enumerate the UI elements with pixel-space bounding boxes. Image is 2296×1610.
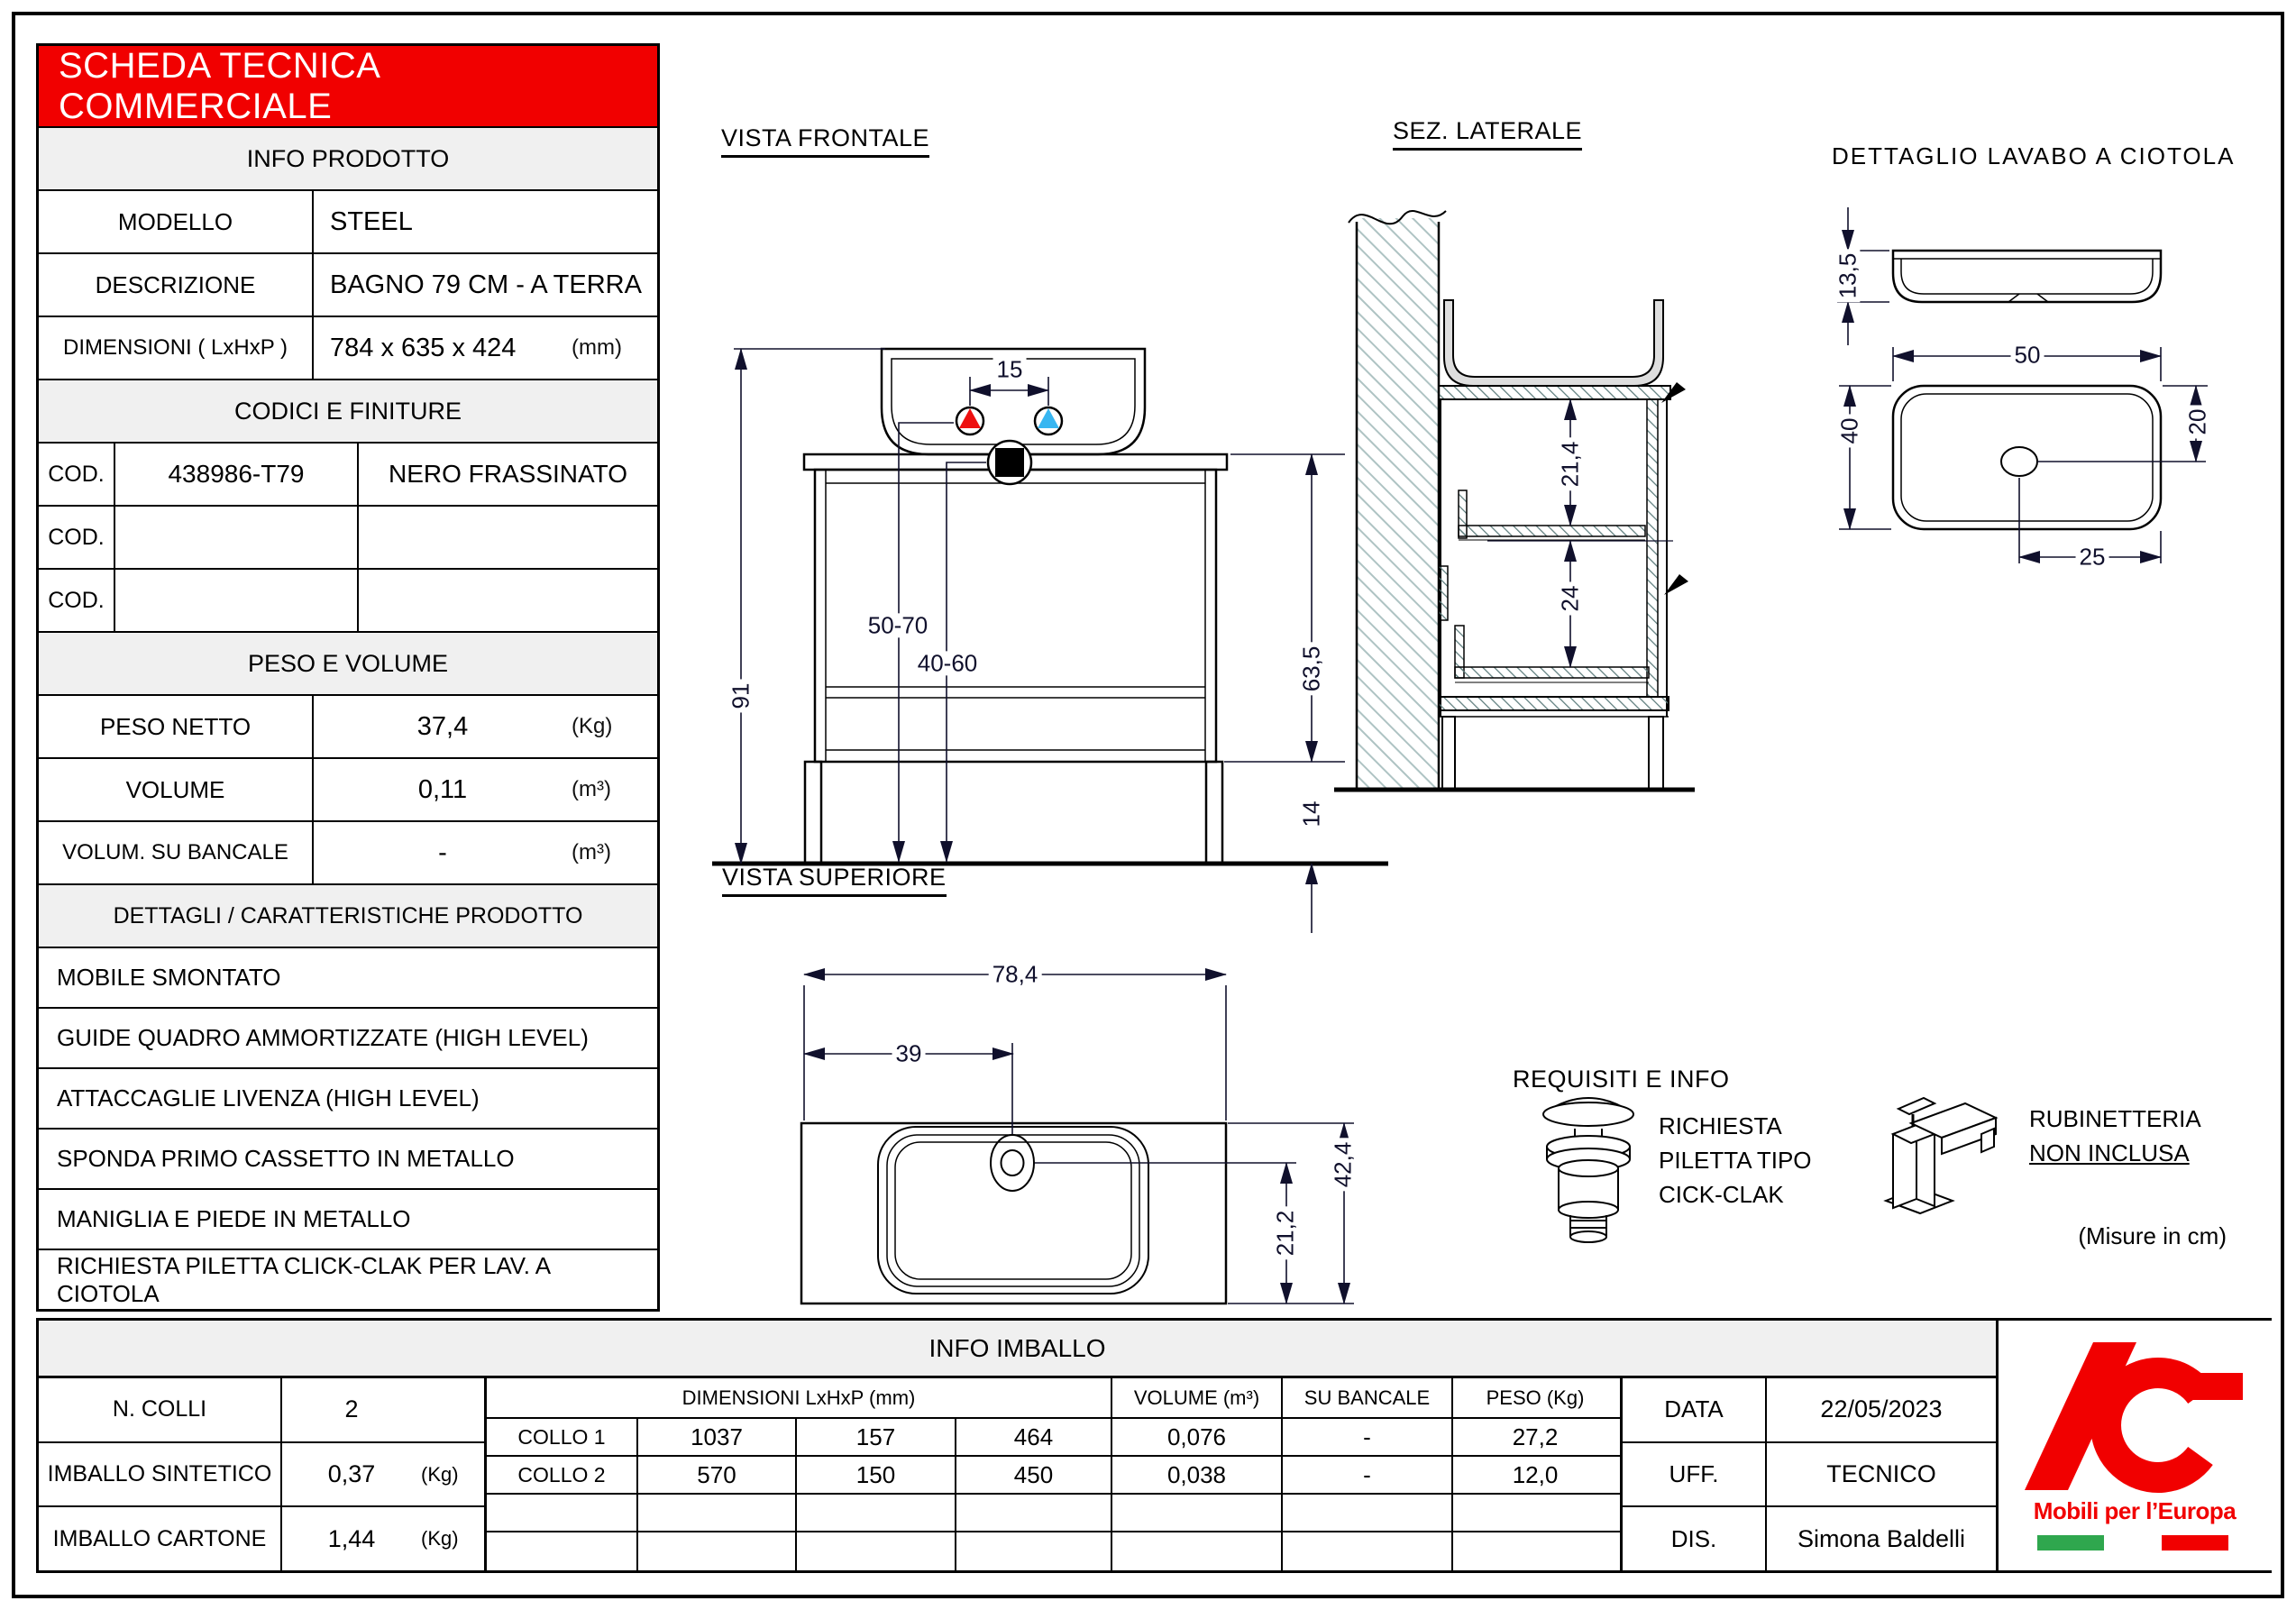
dim-cabinet-height: 63,5	[1299, 643, 1323, 696]
waste-note-line3: CICK-CLAK	[1659, 1181, 1784, 1208]
collo1-peso: 27,2	[1512, 1422, 1559, 1450]
imballo-cartone-value: 1,44	[327, 1524, 376, 1552]
imballo-cartone-unit: (Kg)	[421, 1527, 459, 1551]
dimensioni-value: 784 x 635 x 424	[330, 333, 517, 362]
row-volume-bancale	[39, 820, 657, 883]
dim-faucet-spacing: 15	[993, 357, 1027, 381]
parcel-row-1	[487, 1419, 1620, 1457]
volume-label: VOLUME	[39, 759, 314, 820]
descrizione-label: DESCRIZIONE	[39, 254, 314, 316]
dim-basin-depth: 40	[1837, 415, 1861, 448]
water-connection-symbols	[956, 407, 1062, 484]
packaging-info-table	[36, 1318, 2272, 1573]
dim-basin-hole-offset-x: 25	[2076, 544, 2109, 569]
imballo-sintetico-unit: (Kg)	[421, 1462, 459, 1486]
side-section-drawing	[1334, 211, 1695, 790]
row-cod-3	[39, 568, 657, 631]
collo1-p: 464	[956, 1419, 1112, 1455]
imballo-sintetico-value: 0,37	[327, 1460, 376, 1487]
row-dimensioni	[39, 316, 657, 379]
collo2-h: 150	[797, 1457, 956, 1493]
section-dettagli: DETTAGLI / CARATTERISTICHE PRODOTTO	[39, 883, 657, 947]
dim-drawer2-depth: 24	[1558, 582, 1582, 616]
row-imballo-cartone	[39, 1507, 484, 1570]
row-cod-1	[39, 442, 657, 505]
dim-basin-height: 13,5	[1835, 250, 1860, 303]
document-meta-table	[1620, 1378, 1996, 1570]
section-info-prodotto: INFO PRODOTTO	[39, 126, 657, 189]
detail-item: MANIGLIA E PIEDE IN METALLO	[39, 1188, 657, 1249]
row-modello	[39, 189, 657, 252]
collo1-h: 157	[797, 1419, 956, 1455]
faucet-note-line1: RUBINETTERIA	[2029, 1105, 2201, 1132]
imballo-sintetico-label: IMBALLO SINTETICO	[39, 1443, 282, 1506]
uff-label: UFF.	[1623, 1443, 1767, 1506]
collo2-peso: 12,0	[1512, 1460, 1559, 1488]
flag-red-bar	[2162, 1535, 2228, 1551]
collo2-l: 570	[638, 1457, 797, 1493]
row-descrizione	[39, 252, 657, 316]
dim-top-hole-y: 21,2	[1273, 1207, 1297, 1260]
cod-code	[115, 570, 359, 631]
dim-drain-height: 40-60	[914, 651, 982, 675]
cod-code	[115, 507, 359, 568]
collo1-bancale: -	[1283, 1419, 1453, 1455]
sheet-title: SCHEDA TECNICA COMMERCIALE	[39, 46, 657, 126]
n-colli-label: N. COLLI	[39, 1378, 282, 1441]
cod-code: 438986-T79	[115, 444, 359, 505]
volume-bancale-value: -	[438, 837, 447, 867]
peso-netto-label: PESO NETTO	[39, 696, 314, 757]
requirements-title: REQUISITI E INFO	[1513, 1066, 1730, 1093]
col-dimensioni: DIMENSIONI LxHxP (mm)	[487, 1378, 1112, 1417]
basin-detail-drawing	[1893, 251, 2161, 529]
detail-item: SPONDA PRIMO CASSETTO IN METALLO	[39, 1128, 657, 1188]
detail-item: MOBILE SMONTATO	[39, 947, 657, 1007]
dim-basin-hole-offset-y: 20	[2185, 406, 2209, 439]
units-note: (Misure in cm)	[2078, 1222, 2227, 1249]
parcel-table-header	[487, 1378, 1620, 1419]
dim-top-width: 78,4	[989, 962, 1042, 986]
side-section-title: SEZ. LATERALE	[1393, 117, 1582, 151]
cod-finish	[359, 507, 657, 568]
dim-supply-height: 50-70	[864, 613, 932, 637]
n-colli-value: 2	[344, 1395, 359, 1423]
top-view-title: VISTA SUPERIORE	[722, 864, 947, 897]
collo2-p: 450	[956, 1457, 1112, 1493]
modello-value: STEEL	[330, 206, 413, 236]
row-uff	[1623, 1443, 1996, 1508]
product-info-table	[36, 43, 660, 1312]
peso-netto-unit: (Kg)	[572, 714, 613, 738]
flag-green-bar	[2037, 1535, 2104, 1551]
waste-note-line1: RICHIESTA	[1659, 1112, 1782, 1139]
dim-top-hole-x: 39	[892, 1041, 926, 1066]
front-view-title: VISTA FRONTALE	[721, 124, 929, 158]
uff-value: TECNICO	[1826, 1460, 1936, 1487]
dis-label: DIS.	[1623, 1507, 1767, 1570]
col-peso: PESO (Kg)	[1486, 1386, 1585, 1409]
row-cod-2	[39, 505, 657, 568]
lc-logo-icon	[2021, 1337, 2246, 1495]
packaging-header: INFO IMBALLO	[39, 1321, 1996, 1378]
parcel-row-4	[487, 1532, 1620, 1570]
row-imballo-sintetico	[39, 1443, 484, 1508]
detail-item: RICHIESTA PILETTA CLICK-CLAK PER LAV. A CIOTOLA	[39, 1249, 657, 1309]
dim-leg-height: 14	[1299, 798, 1323, 831]
data-label: DATA	[1623, 1378, 1767, 1441]
row-data	[1623, 1378, 1996, 1443]
collo1-label: COLLO 1	[487, 1419, 638, 1455]
cod-label: COD.	[39, 444, 115, 505]
row-volume	[39, 757, 657, 820]
collo2-bancale: -	[1283, 1457, 1453, 1493]
row-peso-netto	[39, 694, 657, 757]
parcel-row-2	[487, 1457, 1620, 1495]
data-value: 22/05/2023	[1820, 1395, 1943, 1423]
imballo-cartone-label: IMBALLO CARTONE	[39, 1507, 282, 1570]
cod-finish: NERO FRASSINATO	[388, 460, 627, 488]
basin-detail-title: DETTAGLIO LAVABO A CIOTOLA	[1832, 142, 2236, 169]
descrizione-value: BAGNO 79 CM - A TERRA	[330, 270, 642, 299]
row-dis	[1623, 1507, 1996, 1570]
parcel-row-3	[487, 1495, 1620, 1532]
detail-item: ATTACCAGLIE LIVENZA (HIGH LEVEL)	[39, 1067, 657, 1128]
dim-drawer1-depth: 21,4	[1558, 438, 1582, 491]
cod-label: COD.	[39, 570, 115, 631]
peso-netto-value: 37,4	[416, 711, 469, 741]
parcel-table	[484, 1378, 1620, 1570]
col-volume: VOLUME (m³)	[1112, 1378, 1283, 1417]
row-n-colli	[39, 1378, 484, 1443]
volume-bancale-unit: (m³)	[572, 840, 611, 864]
cod-label: COD.	[39, 507, 115, 568]
cod-finish	[359, 570, 657, 631]
packaging-summary	[39, 1378, 484, 1570]
detail-item: GUIDE QUADRO AMMORTIZZATE (HIGH LEVEL)	[39, 1007, 657, 1067]
waste-note-line2: PILETTA TIPO	[1659, 1147, 1812, 1174]
section-codici: CODICI E FINITURE	[39, 379, 657, 442]
collo1-l: 1037	[638, 1419, 797, 1455]
collo1-vol: 0,076	[1112, 1419, 1283, 1455]
faucet-note-line2: NON INCLUSA	[2029, 1139, 2190, 1166]
volume-bancale-label: VOLUM. SU BANCALE	[39, 822, 314, 883]
modello-label: MODELLO	[39, 191, 314, 252]
collo2-label: COLLO 2	[487, 1457, 638, 1493]
faucet-icon	[1886, 1098, 1996, 1213]
dimensioni-label: DIMENSIONI ( LxHxP )	[39, 317, 314, 379]
volume-unit: (m³)	[572, 777, 611, 801]
top-view-drawing	[801, 1123, 1226, 1304]
dis-value: Simona Baldelli	[1797, 1524, 1966, 1552]
logo-tagline: Mobili per l’Europa	[2033, 1497, 2237, 1524]
dim-basin-width: 50	[2011, 343, 2044, 367]
volume-value: 0,11	[417, 774, 468, 804]
dimensioni-unit: (mm)	[572, 335, 622, 360]
company-logo-box	[1996, 1321, 2272, 1570]
pop-up-waste-icon	[1543, 1098, 1633, 1242]
dim-total-height: 91	[728, 680, 753, 713]
collo2-vol: 0,038	[1112, 1457, 1283, 1493]
dim-top-depth: 42,4	[1331, 1139, 1355, 1192]
col-bancale: SU BANCALE	[1283, 1378, 1453, 1417]
section-peso-volume: PESO E VOLUME	[39, 631, 657, 694]
